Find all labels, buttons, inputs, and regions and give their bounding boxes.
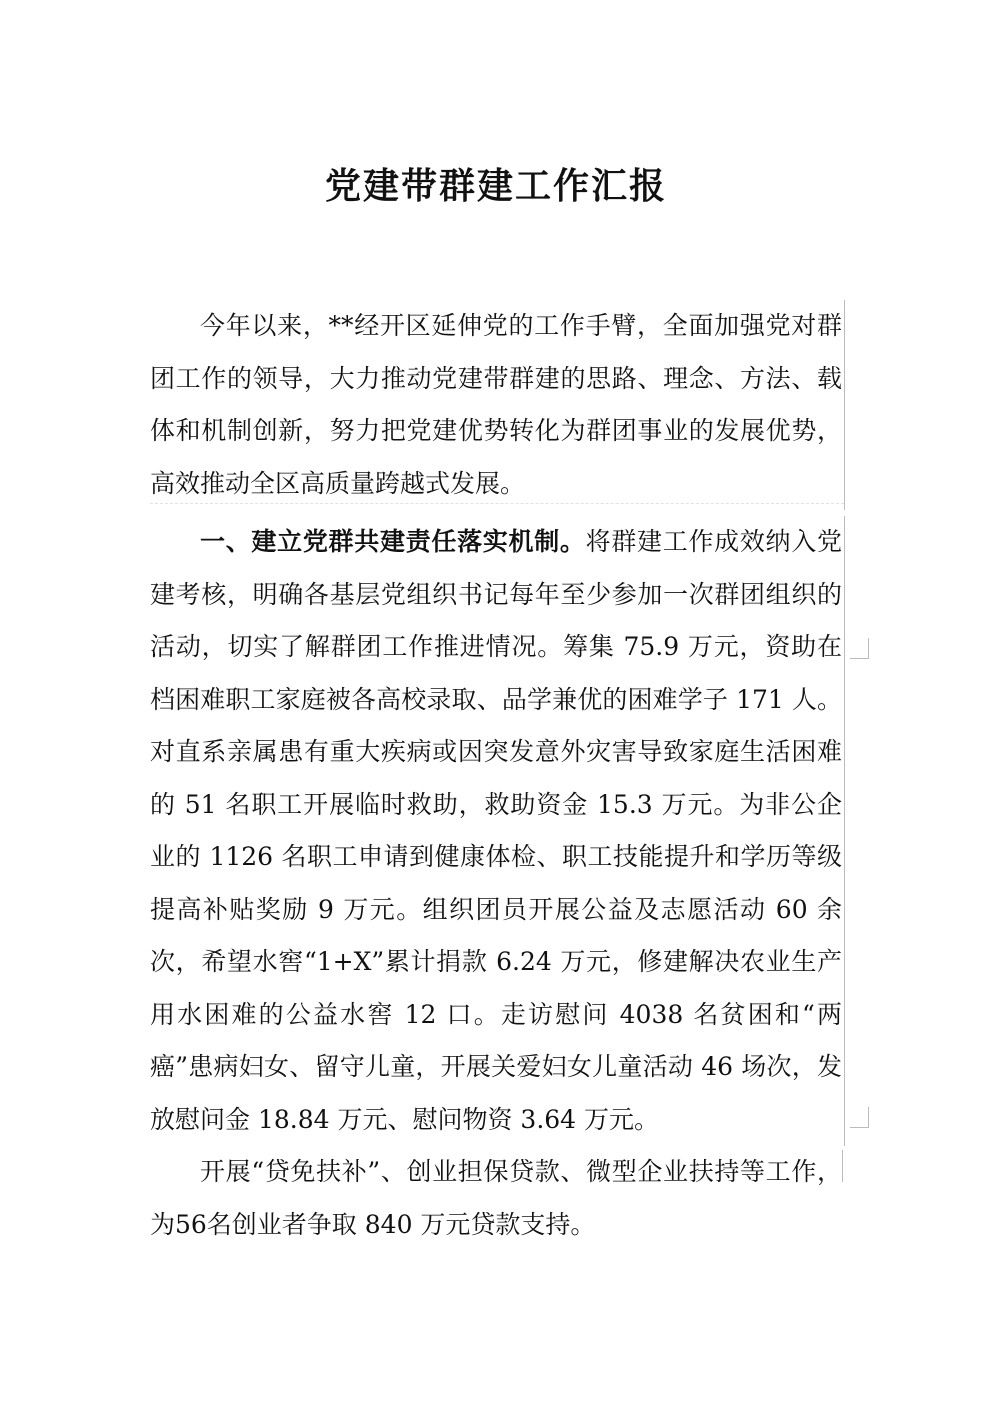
intro-paragraph: 今年以来，**经开区延伸党的工作手臂，全面加强党对群团工作的领导，大力推动党建带群建的思路、理念、方法、载体和机制创新，努力把党建优势转化为群团事业的发展优势，高效推动全区高质量跨越式发展。 xyxy=(150,300,845,510)
paragraph-divider xyxy=(150,503,844,504)
section-1-body: 将群建工作成效纳入党建考核，明确各基层党组织书记每年至少参加一次群团组织的活动，切实了解群团工作推进情况。筹集 75.9 万元，资助在档困难职工家庭被各高校录取、品学兼优的困难学子 171 人。对直系亲属患有重大疾病或因突发意外灾害导致家庭生活困难的 51 名职工开展临时救助，救助资金 15.3 万元。为非公企业的 1126 名职工申请到健康体检、职工技能提升和学历等级提高补贴奖励 9 万元。组织团员开展公益及志愿活动 60 余次，希望水窖“1+X”累计捐款 6.24 万元，修建解决农业生产用水困难的公益水窖 12 口。走访慰问 4038 名贫困和“两癌”患病妇女、留守儿童，开展关爱妇女儿童活动 46 场次，发放慰问金 18.84 万元、慰问物资 3.64 万元。 xyxy=(150,527,842,1134)
revision-margin-mark xyxy=(842,1150,843,1182)
revision-margin-mark xyxy=(850,638,869,659)
revision-margin-mark xyxy=(850,1107,869,1128)
section-1-paragraph xyxy=(150,516,845,1146)
closing-paragraph: 开展“贷免扶补”、创业担保贷款、微型企业扶持等工作，为56名创业者争取 840 万元贷款支持。 xyxy=(150,1157,842,1239)
section-1-heading: 一、建立党群共建责任落实机制。 xyxy=(200,527,586,556)
document-title: 党建带群建工作汇报 xyxy=(324,165,667,207)
